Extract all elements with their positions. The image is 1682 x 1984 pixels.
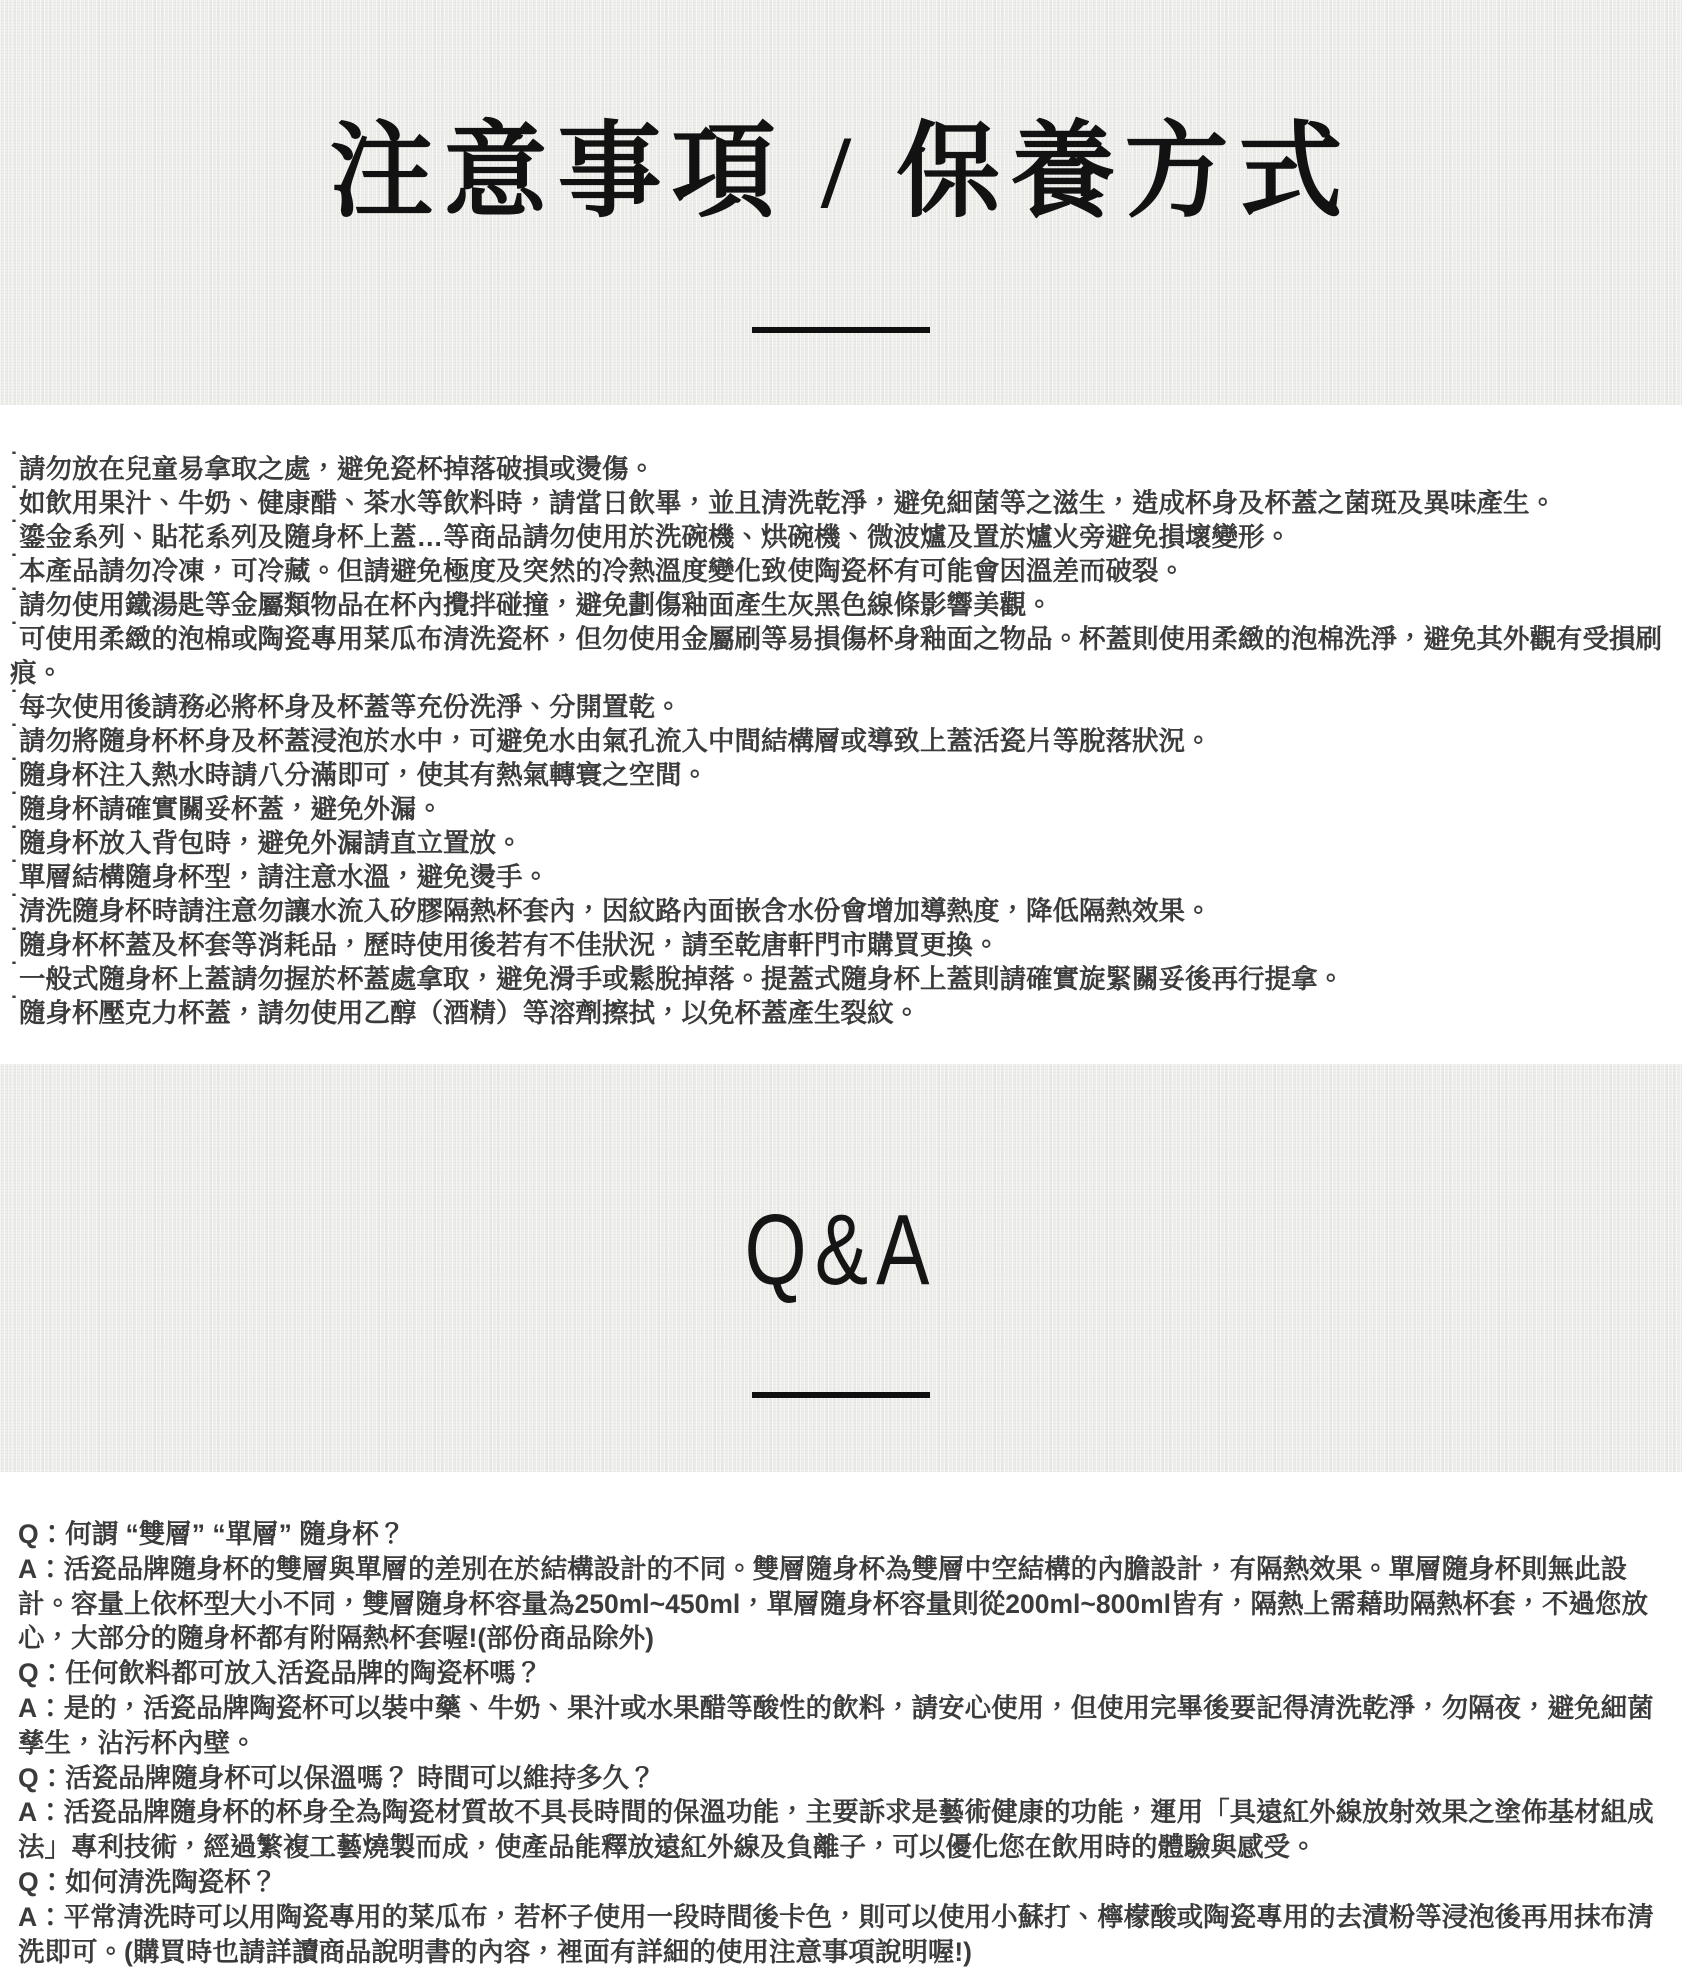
note-item: ˙隨身杯注入熱水時請八分滿即可，使其有熱氣轉寰之空間。 (10, 754, 708, 790)
note-item: ˙隨身杯杯蓋及杯套等消耗品，歷時使用後若有不佳狀況，請至乾唐軒門市購買更換。 (10, 924, 1000, 960)
qa-band (0, 1064, 1682, 1472)
note-text: 隨身杯放入背包時，避免外漏請直立置放。 (19, 828, 523, 858)
qa-question: Q：任何飲料都可放入活瓷品牌的陶瓷杯嗎？ (18, 1658, 543, 1689)
note-text: 鎏金系列、貼花系列及隨身杯上蓋…等商品請勿使用於洗碗機、烘碗機、微波爐及置於爐火旁避免損壞變形。 (19, 522, 1291, 552)
note-text: 清洗隨身杯時請注意勿讓水流入矽膠隔熱杯套內，因紋路內面嵌含水份會增加導熱度，降低隔熱效果。 (19, 896, 1212, 926)
note-item: ˙隨身杯放入背包時，避免外漏請直立置放。 (10, 822, 523, 858)
qa-divider (752, 1392, 930, 1398)
note-item: ˙單層結構隨身杯型，請注意水溫，避免燙手。 (10, 856, 549, 892)
care-notes-list (0, 405, 1682, 1064)
note-item: ˙隨身杯壓克力杯蓋，請勿使用乙醇（酒精）等溶劑擦拭，以免杯蓋產生裂紋。 (10, 992, 920, 1028)
note-text: 請勿將隨身杯杯身及杯蓋浸泡於水中，可避免水由氣孔流入中間結構層或導致上蓋活瓷片等脫落狀況。 (19, 726, 1212, 756)
note-text: 隨身杯注入熱水時請八分滿即可，使其有熱氣轉寰之空間。 (19, 760, 708, 790)
qa-title: Q&A (744, 1194, 938, 1306)
page-title: 注意事項 / 保養方式 (329, 115, 1353, 230)
note-item: ˙請勿放在兒童易拿取之處，避免瓷杯掉落破損或燙傷。 (10, 448, 655, 484)
qa-question: Q：如何清洗陶瓷杯？ (18, 1866, 278, 1897)
note-text: 一般式隨身杯上蓋請勿握於杯蓋處拿取，避免滑手或鬆脫掉落。提蓋式隨身杯上蓋則請確實旋緊關妥後再行提拿。 (19, 964, 1344, 994)
title-divider (752, 327, 930, 333)
note-item: ˙每次使用後請務必將杯身及杯蓋等充份洗淨、分開置乾。 (10, 686, 682, 722)
qa-answer: A：平常清洗時可以用陶瓷專用的菜瓜布，若杯子使用一段時間後卡色，則可以使用小蘇打、檸檬酸或陶瓷專用的去漬粉等浸泡後再用抹布清洗即可。(購買時也請詳讀商品說明書的內容，裡面有詳細的使用注意事項說明喔!) (18, 1901, 1654, 1967)
qa-list (0, 1472, 1682, 1984)
note-item: ˙本產品請勿冷凍，可冷藏。但請避免極度及突然的冷熱溫度變化致使陶瓷杯有可能會因溫差而破裂。 (10, 550, 1185, 586)
note-text: 如飲用果汁、牛奶、健康醋、茶水等飲料時，請當日飲畢，並且清洗乾淨，避免細菌等之滋生，造成杯身及杯蓋之菌斑及異味產生。 (19, 488, 1556, 518)
note-item: ˙可使用柔緻的泡棉或陶瓷專用菜瓜布清洗瓷杯，但勿使用金屬刷等易損傷杯身釉面之物品。杯蓋則使用柔緻的泡棉洗淨，避免其外觀有受損刷痕。 (10, 618, 1662, 688)
note-text: 隨身杯杯蓋及杯套等消耗品，歷時使用後若有不佳狀況，請至乾唐軒門市購買更換。 (19, 930, 1000, 960)
qa-answer: A：活瓷品牌隨身杯的雙層與單層的差別在於結構設計的不同。雙層隨身杯為雙層中空結構的內膽設計，有隔熱效果。單層隨身杯則無此設計。容量上依杯型大小不同，雙層隨身杯容量為250ml~450ml，單層隨身杯容量則從200ml~800ml皆有，隔熱上需藉助隔熱杯套，不過您放心，大部分的隨身杯都有附隔熱杯套喔!(部份商品除外) (18, 1553, 1649, 1654)
qa-answer: A：是的，活瓷品牌陶瓷杯可以裝中藥、牛奶、果汁或水果醋等酸性的飲料，請安心使用，但使用完畢後要記得清洗乾淨，勿隔夜，避免細菌孳生，沾污杯內壁。 (18, 1692, 1654, 1758)
note-item: ˙清洗隨身杯時請注意勿讓水流入矽膠隔熱杯套內，因紋路內面嵌含水份會增加導熱度，降低隔熱效果。 (10, 890, 1212, 926)
qa-answer: A：活瓷品牌隨身杯的杯身全為陶瓷材質故不具長時間的保溫功能，主要訴求是藝術健康的功能，運用「具遠紅外線放射效果之塗佈基材組成法」專利技術，經過繁複工藝燒製而成，使產品能釋放遠紅外線及負離子，可以優化您在飲用時的體驗與感受。 (18, 1797, 1654, 1863)
note-text: 隨身杯壓克力杯蓋，請勿使用乙醇（酒精）等溶劑擦拭，以免杯蓋產生裂紋。 (19, 998, 920, 1028)
note-item: ˙如飲用果汁、牛奶、健康醋、茶水等飲料時，請當日飲畢，並且清洗乾淨，避免細菌等之滋生，造成杯身及杯蓋之菌斑及異味產生。 (10, 482, 1556, 518)
note-text: 請勿放在兒童易拿取之處，避免瓷杯掉落破損或燙傷。 (19, 454, 655, 484)
note-text: 可使用柔緻的泡棉或陶瓷專用菜瓜布清洗瓷杯，但勿使用金屬刷等易損傷杯身釉面之物品。杯蓋則使用柔緻的泡棉洗淨，避免其外觀有受損刷痕。 (10, 624, 1662, 688)
note-text: 請勿使用鐵湯匙等金屬類物品在杯內攪拌碰撞，避免劃傷釉面產生灰黑色線條影響美觀。 (19, 590, 1053, 620)
note-text: 本產品請勿冷凍，可冷藏。但請避免極度及突然的冷熱溫度變化致使陶瓷杯有可能會因溫差而破裂。 (19, 556, 1185, 586)
note-text: 每次使用後請務必將杯身及杯蓋等充份洗淨、分開置乾。 (19, 692, 682, 722)
note-text: 單層結構隨身杯型，請注意水溫，避免燙手。 (19, 862, 549, 892)
note-item: ˙請勿將隨身杯杯身及杯蓋浸泡於水中，可避免水由氣孔流入中間結構層或導致上蓋活瓷片等脫落狀況。 (10, 720, 1212, 756)
note-item: ˙隨身杯請確實關妥杯蓋，避免外漏。 (10, 788, 443, 824)
qa-question: Q：活瓷品牌隨身杯可以保溫嗎？ 時間可以維持多久？ (18, 1762, 656, 1793)
note-item: ˙請勿使用鐵湯匙等金屬類物品在杯內攪拌碰撞，避免劃傷釉面產生灰黑色線條影響美觀。 (10, 584, 1053, 620)
qa-question: Q：何謂 “雙層” “單層” 隨身杯？ (18, 1519, 406, 1549)
header-band (0, 0, 1682, 405)
note-text: 隨身杯請確實關妥杯蓋，避免外漏。 (19, 794, 443, 824)
note-item: ˙鎏金系列、貼花系列及隨身杯上蓋…等商品請勿使用於洗碗機、烘碗機、微波爐及置於爐火旁避免損壞變形。 (10, 516, 1291, 552)
note-item: ˙一般式隨身杯上蓋請勿握於杯蓋處拿取，避免滑手或鬆脫掉落。提蓋式隨身杯上蓋則請確實旋緊關妥後再行提拿。 (10, 958, 1344, 994)
